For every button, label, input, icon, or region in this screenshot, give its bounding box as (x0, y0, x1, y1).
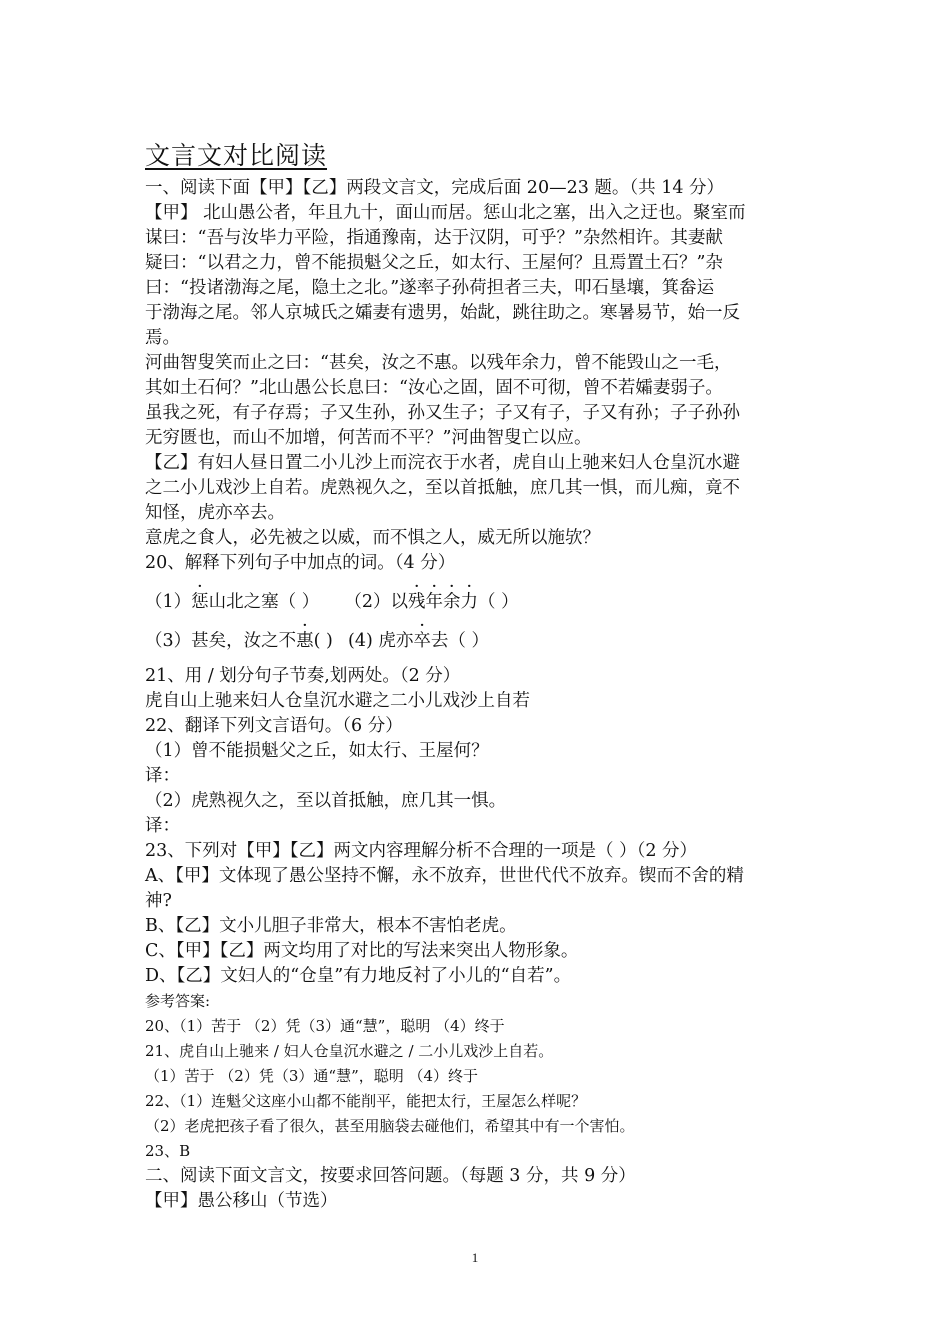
question-sentence: （2）虎熟视久之，至以首抵触，庶几其一惧。 (145, 791, 507, 811)
item-text: （3）甚矣，汝之不 (145, 631, 297, 651)
passage-line: 知怪，虎亦卒去。 (145, 503, 285, 523)
question-stem: 22、翻译下列文言语句。（6 分） (145, 716, 403, 736)
answer-line: 22、（1）连魁父这座小山都不能削平，能把太行，王屋怎么样呢？ (145, 1092, 587, 1110)
passage-line: 意虎之食人，必先被之以威，而不惧之人，威无所以施欤？ (145, 528, 600, 548)
item-text: 山北之塞（ ） (208, 592, 320, 612)
option-a-cont: 神? (145, 891, 172, 911)
passage-line: 【甲】 北山愚公者，年且九十，面山而居。惩山北之塞，出入之迂也。聚室而 (145, 203, 746, 223)
question-stem: 21、用 / 划分句子节奏,划两处。（2 分） (145, 666, 461, 686)
answer-line: （1）苦于 （2）凭（3）通“慧”，聪明 （4）终于 (145, 1067, 479, 1085)
item-text: (4) 虎亦 (348, 631, 414, 651)
dotted-char: 力 (460, 592, 478, 612)
section-intro: 一、阅读下面【甲】【乙】两段文言文，完成后面 20—23 题。（共 14 分） (145, 178, 725, 198)
passage-yi (145, 451, 815, 551)
translation-label: 译： (145, 766, 180, 786)
passage-line: 河曲智叟笑而止之曰：“甚矣，汝之不惠。以残年余力，曾不能毁山之一毛， (145, 353, 732, 373)
document-body (145, 176, 815, 1214)
item-text: （ ） (478, 592, 519, 612)
option-a: A、【甲】文体现了愚公坚持不懈，永不放弃，世世代代不放弃。锲而不舍的精 (145, 866, 744, 886)
question-22 (145, 714, 815, 839)
passage-line: 于渤海之尾。邻人京城氏之孀妻有遗男，始龀，跳往助之。寒暑易节，始一反 (145, 303, 740, 323)
passage-line: 疑曰：“以君之力，曾不能损魁父之丘，如太行、王屋何？且焉置土石？”杂 (145, 253, 723, 273)
page-number: 1 (471, 1250, 479, 1265)
dotted-char: 年 (425, 592, 443, 612)
answer-line: 21、虎自山上驰来 / 妇人仓皇沉水避之 / 二小儿戏沙上自若。 (145, 1042, 554, 1060)
dotted-char: 惩 (191, 592, 209, 612)
item-text: （1） (145, 592, 192, 612)
question-stem: 23、下列对【甲】【乙】两文内容理解分析不合理的一项是（ ）（2 分） (145, 841, 698, 861)
answer-key (145, 989, 815, 1164)
page-title: 文言文对比阅读 (145, 141, 328, 170)
dotted-char: 残 (408, 592, 426, 612)
question-items-row (145, 629, 815, 654)
answer-line: 20、（1）苦于 （2）凭（3）通“慧”，聪明 （4）终于 (145, 1017, 505, 1035)
option-d: D、【乙】文妇人的“仓皇”有力地反衬了小儿的“自若”。 (145, 966, 572, 986)
item-text: 去（ ） (430, 631, 489, 651)
part-two (145, 1164, 815, 1214)
question-stem: 20、解释下列句子中加点的词。（4 分） (145, 553, 456, 573)
translation-label: 译： (145, 816, 180, 836)
answer-line: （2）老虎把孩子看了很久，甚至用脑袋去碰他们，希望其中有一个害怕。 (145, 1117, 635, 1135)
passage-line: 谋曰：“吾与汝毕力平险，指通豫南，达于汉阴，可乎？”杂然相许。其妻献 (145, 228, 723, 248)
option-c: C、【甲】【乙】两文均用了对比的写法来突出人物形象。 (145, 941, 579, 961)
passage-jia (145, 201, 815, 451)
passage-line: 无穷匮也，而山不加增，何苦而不平？”河曲智叟亡以应。 (145, 428, 592, 448)
answer-heading: 参考答案: (145, 992, 211, 1010)
item-text: ( ) (313, 631, 333, 651)
passage-line: 曰：“投诸渤海之尾，隐土之北。”遂率子孙荷担者三夫，叩石垦壤，箕畚运 (145, 278, 715, 298)
item-text: （2）以 (344, 592, 408, 612)
passage-subtitle: 【甲】愚公移山（节选） (145, 1191, 338, 1211)
question-sentence: 虎自山上驰来妇人仓皇沉水避之二小儿戏沙上自若 (145, 691, 530, 711)
dotted-char: 卒 (413, 631, 431, 651)
section-intro: 二、阅读下面文言文，按要求回答问题。（每题 3 分，共 9 分） (145, 1166, 636, 1186)
question-items-row (145, 590, 815, 615)
passage-line: 焉。 (145, 328, 180, 348)
option-b: B、【乙】文小儿胆子非常大，根本不害怕老虎。 (145, 916, 517, 936)
question-sentence: （1）曾不能损魁父之丘，如太行、王屋何？ (145, 741, 489, 761)
passage-line: 虽我之死，有子存焉；子又生孙，孙又生子；子又有子，子又有孙；子子孙孙 (145, 403, 740, 423)
passage-line: 之二小儿戏沙上自若。虎熟视久之，至以首抵触，庶几其一惧，而儿痴，竟不 (145, 478, 740, 498)
answer-line: 23、B (145, 1142, 191, 1160)
dotted-char: 惠 (296, 631, 314, 651)
passage-line: 其如土石何？”北山愚公长息曰：“汝心之固，固不可彻，曾不若孀妻弱子。 (145, 378, 723, 398)
passage-line: 【乙】有妇人昼日置二小儿沙上而浣衣于水者，虎自山上驰来妇人仓皇沉水避 (145, 453, 740, 473)
question-23 (145, 839, 815, 989)
question-21 (145, 664, 815, 714)
dotted-char: 余 (443, 592, 461, 612)
question-20 (145, 551, 815, 654)
